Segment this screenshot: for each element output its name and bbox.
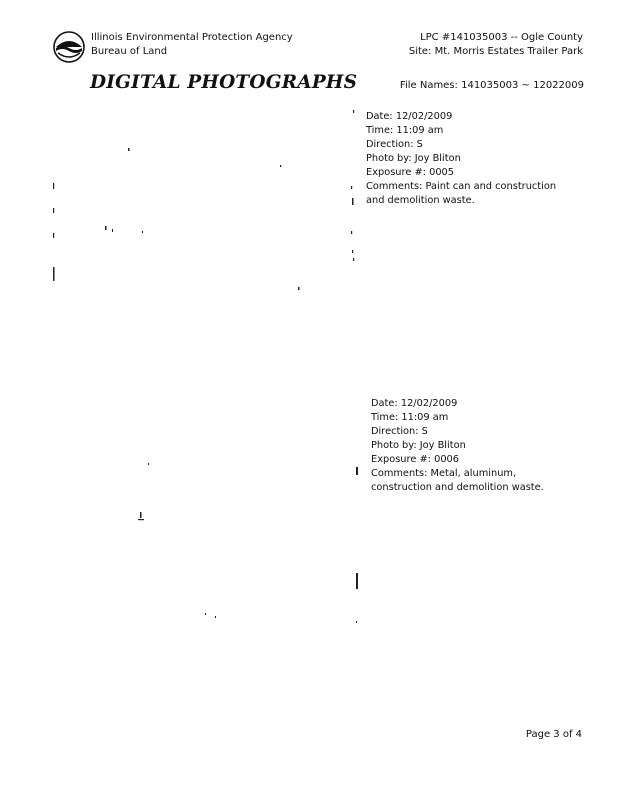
photo-comments: Comments: Metal, aluminum, — [371, 468, 517, 479]
photo-date: Date: 12/02/2009 — [371, 398, 458, 409]
photo-date: Date: 12/02/2009 — [366, 111, 453, 122]
photo-by: Photo by: Joy Bliton — [371, 440, 466, 451]
photo-comments-cont: and demolition waste. — [366, 195, 475, 206]
photo-by: Photo by: Joy Bliton — [366, 153, 461, 164]
document-title: DIGITAL PHOTOGRAPHS — [90, 72, 358, 93]
photo-exposure: Exposure #: 0005 — [366, 167, 455, 178]
photo-direction: Direction: S — [371, 426, 428, 437]
photo-time: Time: 11:09 am — [371, 412, 449, 423]
photo-comments-cont: construction and demolition waste. — [371, 482, 544, 493]
page-number: Page 3 of 4 — [525, 729, 582, 740]
photo-time: Time: 11:09 am — [366, 125, 444, 136]
lpc-number: LPC #141035003 -- Ogle County — [420, 32, 583, 43]
photo-comments: Comments: Paint can and construction — [366, 181, 557, 192]
photo-direction: Direction: S — [366, 139, 423, 150]
photo-exposure: Exposure #: 0006 — [371, 454, 460, 465]
file-names: File Names: 141035003 ~ 12022009 — [399, 80, 584, 91]
site-name: Site: Mt. Morris Estates Trailer Park — [408, 46, 583, 57]
bureau-name: Bureau of Land — [91, 46, 168, 57]
agency-name: Illinois Environmental Protection Agency — [91, 32, 293, 43]
